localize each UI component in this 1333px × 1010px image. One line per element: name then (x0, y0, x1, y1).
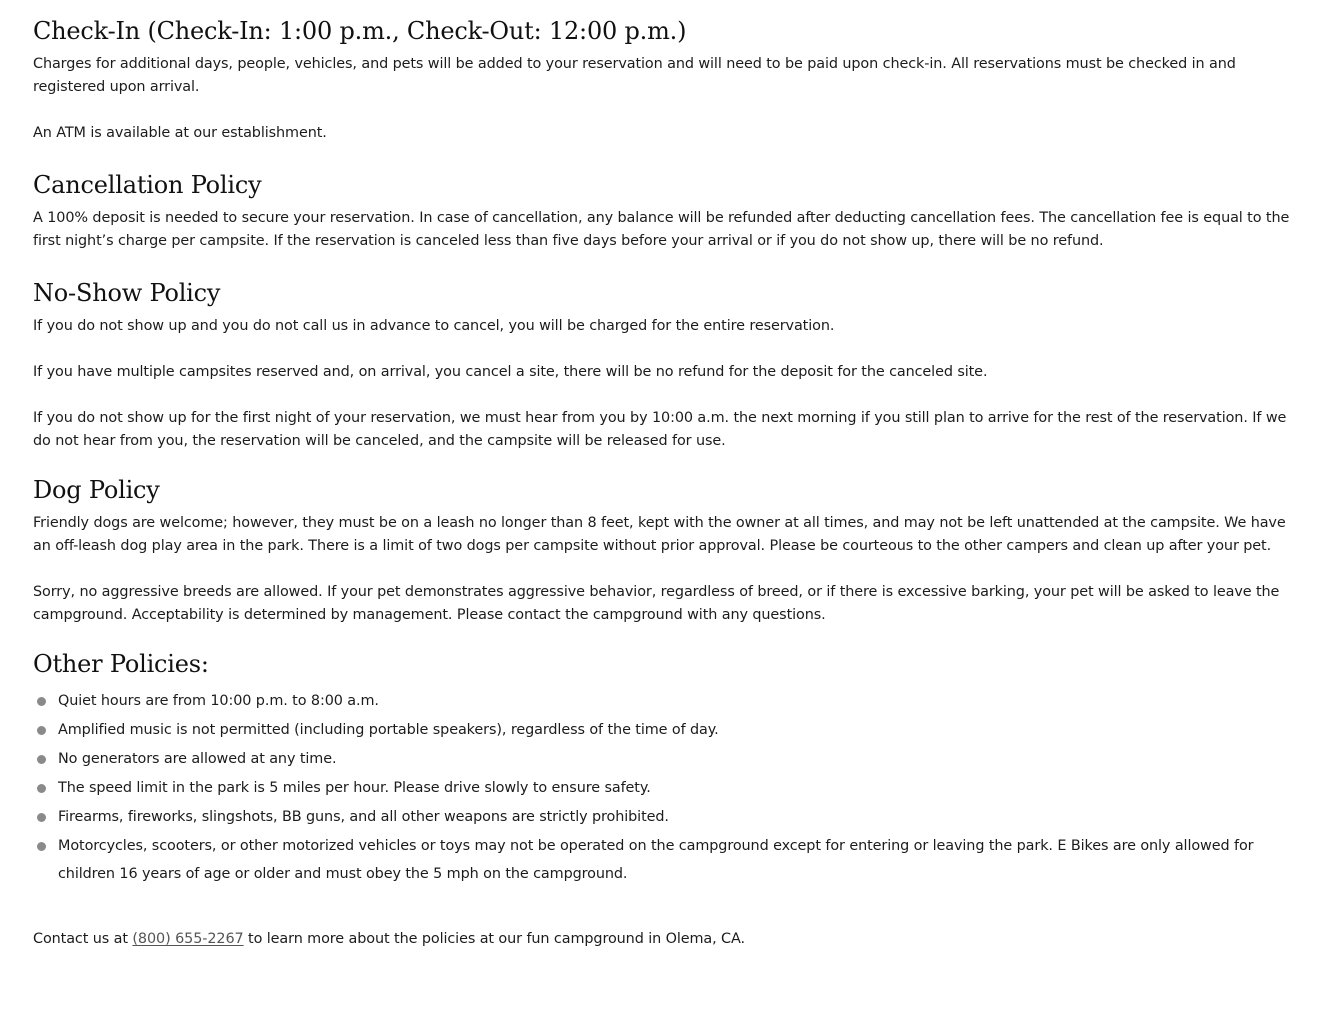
list-item-text: Firearms, fireworks, slingshots, BB guns, and all other weapons are strictly prohibited. (58, 809, 669, 825)
list-item (33, 716, 1300, 744)
dog-paragraph-2: Sorry, no aggressive breeds are allowed. If your pet demonstrates aggressive behavior, regardless of breed, or if there is excessive barking, your pet will be asked to leave the campground. Acceptability is determined by management. Please contact the campground with any questions. (33, 584, 1280, 623)
noshow-paragraph-3: If you do not show up for the first night of your reservation, we must hear from you by 10:00 a.m. the next morning if you still plan to arrive for the rest of the reservation. If we do not hear from you, the reservation will be canceled, and the campsite will be released for use. (33, 410, 1287, 449)
other-policies-heading: Other Policies: (33, 650, 209, 678)
checkin-paragraph-2: An ATM is available at our establishment. (33, 125, 327, 141)
other-policies-list (33, 687, 1300, 888)
dog-paragraph-1: Friendly dogs are welcome; however, they must be on a leash no longer than 8 feet, kept with the owner at all times, and may not be left unattended at the campsite. We have an off-leash dog play area in the park. There is a limit of two dogs per campsite without prior approval. Please be courteous to the other campers and clean up after your pet. (33, 515, 1286, 554)
cancellation-section (33, 168, 1300, 253)
noshow-heading: No-Show Policy (33, 279, 221, 307)
other-policies-section (33, 647, 1300, 888)
phone-link[interactable]: (800) 655-2267 (132, 931, 244, 947)
contact-suffix: to learn more about the policies at our fun campground in Olema, CA. (243, 931, 745, 947)
list-item-text: No generators are allowed at any time. (58, 751, 337, 767)
checkin-heading: Check-In (Check-In: 1:00 p.m., Check-Out: 12:00 p.m.) (33, 17, 687, 45)
list-item (33, 832, 1300, 888)
bullet-icon (37, 842, 46, 851)
cancellation-paragraph-1: A 100% deposit is needed to secure your reservation. In case of cancellation, any balance will be refunded after deducting cancellation fees. The cancellation fee is equal to the first night’s charge per campsite. If the reservation is canceled less than five days before your arrival or if you do not show up, there will be no refund. (33, 210, 1290, 249)
list-item-text: Motorcycles, scooters, or other motorized vehicles or toys may not be operated on the campground except for entering or leaving the park. E Bikes are only allowed for children 16 years of age or older and must obey the 5 mph on the campground. (58, 838, 1254, 882)
checkin-section (33, 14, 1300, 145)
bullet-icon (37, 784, 46, 793)
noshow-section (33, 276, 1300, 453)
dog-section (33, 473, 1300, 627)
list-item-text: Amplified music is not permitted (including portable speakers), regardless of the time of day. (58, 722, 719, 738)
list-item (33, 687, 1300, 715)
dog-heading: Dog Policy (33, 476, 160, 504)
list-item-text: The speed limit in the park is 5 miles per hour. Please drive slowly to ensure safety. (58, 780, 651, 796)
bullet-icon (37, 697, 46, 706)
cancellation-heading: Cancellation Policy (33, 171, 262, 199)
list-item (33, 774, 1300, 802)
bullet-icon (37, 813, 46, 822)
contact-line (33, 928, 1300, 951)
noshow-paragraph-1: If you do not show up and you do not call us in advance to cancel, you will be charged for the entire reservation. (33, 318, 835, 334)
contact-prefix: Contact us at (33, 931, 133, 947)
list-item (33, 803, 1300, 831)
list-item-text: Quiet hours are from 10:00 p.m. to 8:00 a.m. (58, 693, 379, 709)
noshow-paragraph-2: If you have multiple campsites reserved and, on arrival, you cancel a site, there will be no refund for the deposit for the canceled site. (33, 364, 988, 380)
list-item (33, 745, 1300, 773)
bullet-icon (37, 726, 46, 735)
checkin-paragraph-1: Charges for additional days, people, vehicles, and pets will be added to your reservation and will need to be paid upon check-in. All reservations must be checked in and registered upon arrival. (33, 56, 1236, 95)
bullet-icon (37, 755, 46, 764)
